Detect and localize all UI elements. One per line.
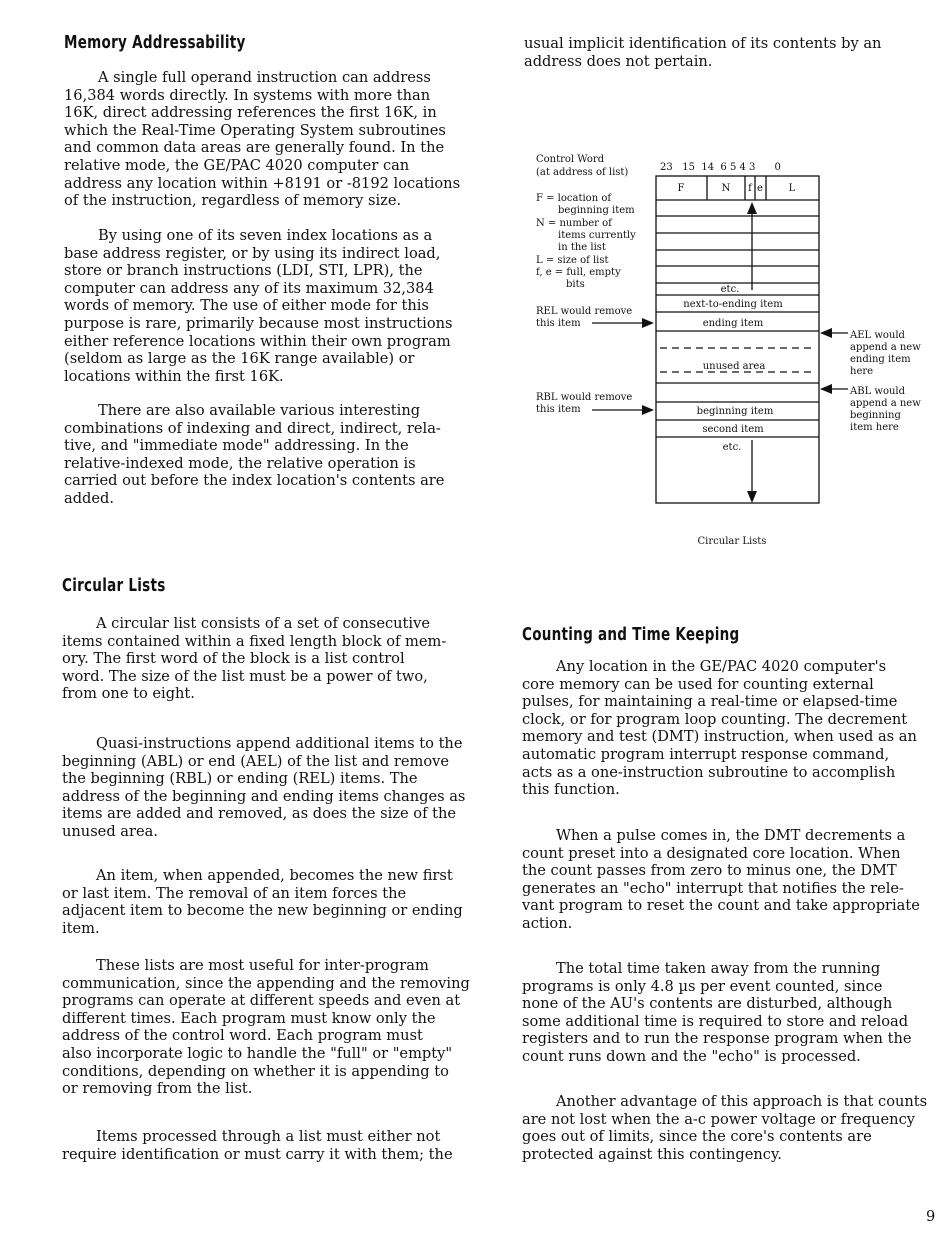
arrow-left-icon	[820, 384, 832, 394]
paragraph: Any location in the GE/PAC 4020 computer's core memory can be used for counting external pulses, for maintaining a real-time or elapsed-time clock, or for program loop counting. The decrement memory and test (DMT) instruction, when used as an automatic program interrupt response command, acts as a one-instruction subroutine to accomplish this function.	[522, 658, 917, 799]
legend-line: in the list	[558, 242, 606, 253]
ael-label: here	[850, 366, 874, 377]
paragraph: Items processed through a list must either not require identification or must carry it with them; the	[62, 1128, 453, 1163]
legend-line: beginning item	[558, 205, 635, 216]
bit-positions: 23 15 14 6 5 4 3 0	[660, 162, 781, 173]
rbl-label: RBL would remove	[536, 392, 633, 403]
rbl-label: this item	[536, 404, 581, 415]
circular-list-diagram	[530, 150, 945, 550]
field-l: L	[788, 183, 796, 194]
etc-top: etc.	[720, 284, 740, 295]
ael-label: AEL would	[850, 330, 905, 341]
paragraph: When a pulse comes in, the DMT decrements a count preset into a designated core location. When the count passes from zero to minus one, the DMT generates an "echo" interrupt that notifies the rele- vant program to reset the count and take appropriate action.	[522, 827, 920, 932]
paragraph: A single full operand instruction can address 16,384 words directly. In systems with more than 16K, direct addressing references the first 16K, in which the Real-Time Operating System subroutines and common data areas are generally found. In the relative mode, the GE/PAC 4020 computer can address any location within +8191 or -8192 locations of the instruction, regardless of memory size.	[64, 69, 461, 210]
paragraph: Another advantage of this approach is that counts are not lost when the a-c power voltage or frequency goes out of limits, since the core's contents are protected against this contingency.	[522, 1093, 928, 1163]
second-item: second item	[702, 424, 764, 435]
list-block	[656, 176, 819, 503]
field-f-lower: f	[748, 183, 752, 194]
heading-circular-lists: Circular Lists	[62, 576, 166, 596]
legend-line: L = size of list	[536, 255, 609, 266]
control-word-label: (at address of list)	[536, 167, 629, 178]
diagram-caption: Circular Lists	[697, 536, 767, 547]
paragraph: An item, when appended, becomes the new first or last item. The removal of an item forces the adjacent item to become the new beginning or ending item.	[62, 867, 463, 937]
paragraph: Quasi-instructions append additional items to the beginning (ABL) or end (AEL) of the list and remove the beginning (RBL) or ending (REL) items. The address of the beginning and ending items changes as items are added and removed, as does the size of the unused area.	[62, 735, 466, 840]
arrow-right-icon	[642, 405, 654, 415]
ending-item: ending item	[702, 318, 764, 329]
paragraph: usual implicit identification of its contents by an address does not pertain.	[524, 35, 882, 70]
arrow-left-icon	[820, 328, 832, 338]
beginning-item: beginning item	[696, 406, 774, 417]
abl-label: beginning	[850, 410, 901, 421]
field-n: N	[721, 183, 731, 194]
ael-label: append a new	[850, 342, 921, 353]
next-to-ending-item: next-to-ending item	[683, 299, 783, 310]
page-number: 9	[926, 1208, 936, 1225]
legend-line: f, e = full, empty	[536, 267, 621, 278]
arrow-down-icon	[747, 491, 757, 503]
control-word-label: Control Word	[536, 154, 605, 165]
abl-label: append a new	[850, 398, 921, 409]
paragraph: These lists are most useful for inter-program communication, since the appending and the removing programs can operate at different speeds and even at different times. Each program must know only the address of the control word. Each program must also incorporate logic to handle the "full" or "empty" conditions, depending on whether it is appending to or removing from the list.	[62, 957, 470, 1098]
legend-line: F = location of	[536, 193, 612, 204]
rel-label: REL would remove	[536, 306, 633, 317]
heading-counting-and-time-keeping: Counting and Time Keeping	[522, 625, 740, 645]
ael-label: ending item	[850, 354, 911, 365]
etc-bottom: etc.	[722, 442, 742, 453]
paragraph: There are also available various interesting combinations of indexing and direct, indirect, rela- tive, and "immediate mode" addressing. In the relative-indexed mode, the relative operation is carried out before the index location's contents are added.	[64, 402, 445, 507]
legend-line: items currently	[558, 230, 636, 241]
heading-memory-addressability: Memory Addressability	[64, 33, 246, 53]
unused-area: unused area	[702, 361, 766, 372]
legend-line: N = number of	[536, 218, 612, 229]
paragraph: The total time taken away from the running programs is only 4.8 µs per event counted, since none of the AU's contents are disturbed, although some additional time is required to store and reload registers and to run the response program when the count runs down and the "echo" is processed.	[522, 960, 912, 1065]
legend-line: bits	[566, 279, 585, 290]
abl-label: item here	[850, 422, 899, 433]
field-e: e	[757, 183, 763, 194]
arrow-right-icon	[642, 318, 654, 328]
abl-label: ABL would	[850, 386, 906, 397]
rel-label: this item	[536, 318, 581, 329]
arrow-up-icon	[747, 202, 757, 214]
paragraph: By using one of its seven index locations as a base address register, or by using its indirect load, store or branch instructions (LDI, STI, LPR), the computer can address any of its maximum 32,384 words of memory. The use of either mode for this purpose is rare, primarily because most instructions either reference locations within their own program (seldom as large as the 16K range available) or locations within the first 16K.	[64, 227, 453, 385]
paragraph: A circular list consists of a set of consecutive items contained within a fixed length block of mem- ory. The first word of the block is a list control word. The size of the list must be a power of two, from one to eight.	[62, 615, 447, 703]
field-f-upper: F	[677, 183, 685, 194]
